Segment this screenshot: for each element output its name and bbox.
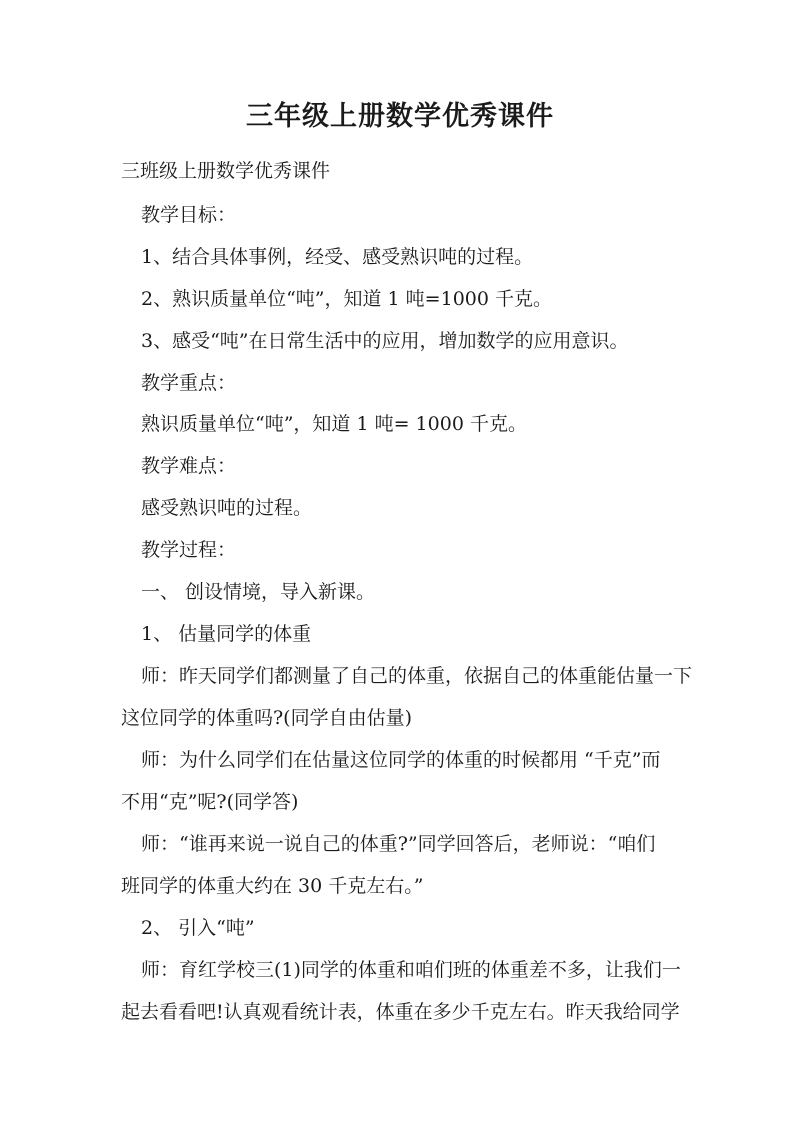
paragraph-line: 班同学的体重大约在 30 千克左右。” — [121, 875, 424, 897]
paragraph-line: 起去看看吧!认真观看统计表，体重在多少千克左右。昨天我给同学 — [121, 1001, 680, 1023]
section-heading-key: 教学重点： — [141, 372, 237, 394]
section-heading-process: 教学过程： — [141, 539, 237, 561]
goal-item-2: 2、熟识质量单位“吨”，知道 1 吨=1000 千克。 — [141, 288, 552, 310]
subtitle-line: 三班级上册数学优秀课件 — [121, 160, 331, 182]
paragraph-line: 师：育红学校三(1)同学的体重和咱们班的体重差不多，让我们一 — [141, 959, 681, 981]
paragraph-line: 不用“克”呢?(同学答) — [121, 791, 299, 813]
section-heading-difficulty: 教学难点： — [141, 455, 237, 477]
document-title: 三年级上册数学优秀课件 — [246, 101, 554, 132]
process-step-1: 一、 创设情境，导入新课。 — [141, 581, 376, 603]
goal-item-1: 1、结合具体事例，经受、感受熟识吨的过程。 — [141, 246, 534, 268]
process-substep-1: 1、 估量同学的体重 — [141, 623, 312, 645]
process-substep-2: 2、 引入“吨” — [141, 917, 255, 939]
paragraph-line: 师：“谁再来说一说自己的体重?”同学回答后，老师说：“咱们 — [141, 833, 656, 855]
section-heading-goals: 教学目标： — [141, 204, 237, 226]
paragraph-line: 师：昨天同学们都测量了自己的体重，依据自己的体重能估量一下 — [141, 665, 693, 687]
difficulty-text: 感受熟识吨的过程。 — [141, 497, 313, 519]
paragraph-line: 这位同学的体重吗?(同学自由估量) — [121, 707, 413, 729]
paragraph-line: 师：为什么同学们在估量这位同学的体重的时候都用 “千克”而 — [141, 749, 661, 771]
key-point-text: 熟识质量单位“吨”，知道 1 吨= 1000 千克。 — [141, 413, 527, 435]
goal-item-3: 3、感受“吨”在日常生活中的应用，增加数学的应用意识。 — [141, 330, 629, 352]
